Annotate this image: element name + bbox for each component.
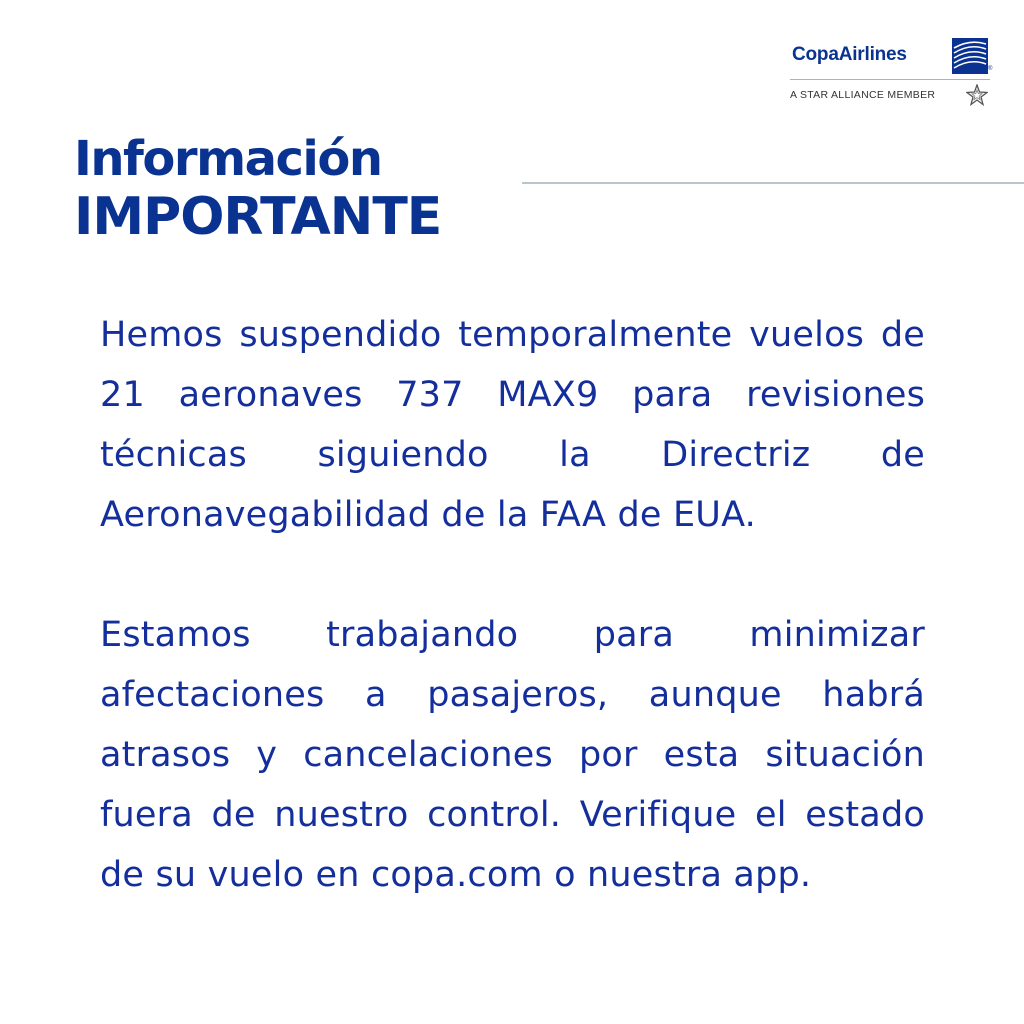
brand-name: CopaAirlines <box>792 44 907 65</box>
header-divider <box>522 182 1024 184</box>
title-line-1: Información <box>74 131 382 187</box>
paragraph-passenger-impact: Estamos trabajando para minimizar afectaciones a pasajeros, aunque habrá atrasos y cancelaciones por esta situación fuera de nuestro control. Verifique el estado de su vuelo en copa.com o nuestra app. <box>100 615 925 895</box>
logo-rule <box>790 79 990 80</box>
announcement-body <box>100 305 925 905</box>
paragraph-suspension: Hemos suspendido temporalmente vuelos de 21 aeronaves 737 MAX9 para revisiones técnicas siguiendo la Directriz de Aeronavegabilidad de la FAA de EUA. <box>100 315 925 535</box>
registered-mark: ® <box>988 66 993 72</box>
star-alliance-icon <box>966 84 988 106</box>
page-title <box>74 130 441 246</box>
logo-brand-row <box>776 38 998 78</box>
copa-airlines-logo <box>776 38 998 110</box>
alliance-text: A STAR ALLIANCE MEMBER <box>790 89 936 101</box>
copa-globe-icon <box>952 38 988 74</box>
title-line-2: IMPORTANTE <box>74 187 442 247</box>
